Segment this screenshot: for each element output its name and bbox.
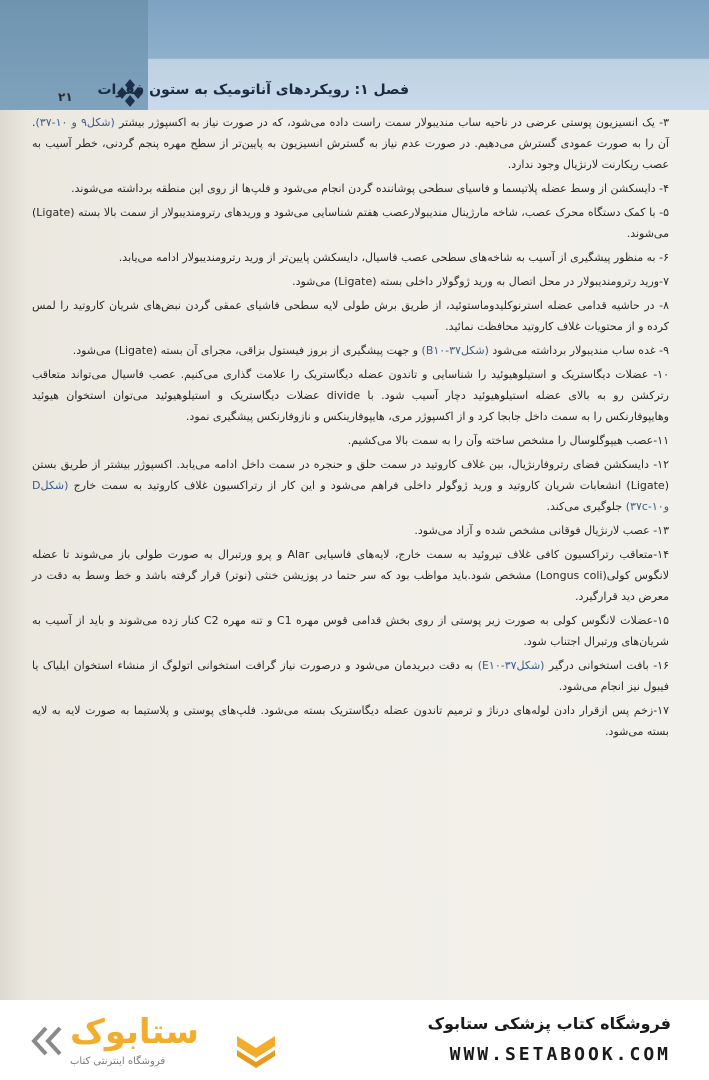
- step-16-text-cont: به دقت دبریدمان می‌شود و درصورت نیاز گرافت استخوانی اتولوگ از منشاء استخوان ایلیاک یا فیبول نیز انجام می‌شود.: [32, 659, 669, 693]
- step-9-text: ۹- غده ساب مندیبولار برداشته می‌شود: [488, 344, 669, 357]
- chapter-title: فصل ۱: رویکردهای آناتومیک به ستون فقرات: [97, 82, 409, 98]
- step-4: ۴- دایسکشن از وسط عضله پلاتیسما و فاسیای سطحی پوشاننده گردن انجام می‌شود و فلپ‌ها از روی این منطقه برداشته می‌شوند.: [71, 182, 669, 195]
- step-13: ۱۳- عصب لارنژیال فوقانی مشخص شده و آزاد می‌شود.: [414, 524, 669, 537]
- step-9: [32, 340, 669, 361]
- step-15: ۱۵-عضلات لانگوس کولی به صورت زیر پوستی از روی بخش قدامی قوس مهره C1 و تنه مهره C2 کنار زده می‌شوند و باید از آسیب به شریان‌های ورتبرال اجتناب شود.: [32, 614, 669, 648]
- step-3-text: ۳- یک انسیزیون پوستی عرضی در ناحیه ساب مندیبولار سمت راست داده می‌شود، که در صورت نیاز به اکسپوژر بیشتر: [114, 116, 669, 129]
- figure-ref-link[interactable]: (شکل۹ و ۱۰-۳۷): [35, 116, 115, 129]
- step-14: ۱۴-متعاقب رتراکسیون کافی غلاف تیروئید به سمت خارج، لایه‌های فاسیایی Alar و پرو ورتبرال به صورت طولی باز می‌شوند تا عضله لانگوس کولی(Longus coli) مشخص شود.باید مواظب بود که سر حتما در پوزیشن خنثی (نوتر) قرار گرفته باشد و خط وسط به دقت در معرض دید قرارگیرد.: [32, 548, 669, 603]
- step-5: ۵- با کمک دستگاه محرک عصب، شاخه مارژینال مندیبولارعصب هفتم شناسایی می‌شود و وریدهای رترومندیبولار از سمت بالا بسته (Ligate) می‌شوند.: [32, 206, 669, 240]
- step-17: ۱۷-زخم پس ازقرار دادن لوله‌های درناژ و ترمیم تاندون عضله دیگاستریک بسته می‌شود. فلپ‌های پوستی و پلاستیما به صورت لایه به لایه بسته می‌شود.: [32, 704, 669, 738]
- chevrons-icon: [30, 1026, 68, 1056]
- step-9-text-cont: و جهت پیشگیری از بروز فیستول بزاقی، مجرای آن بسته (Ligate) می‌شود.: [72, 344, 422, 357]
- step-8: ۸- در حاشیه قدامی عضله استرنوکلیدوماستوئید، از طریق برش طولی لایه سطحی فاشیای عمقی گردن نبض‌های شریان کاروتید را لمس کرده و از محتویات غلاف کاروتید محافظت نمائید.: [32, 299, 669, 333]
- step-3-text-cont: . آن را به صورت عمودی گسترش می‌دهیم. در صورت عدم نیاز به گسترش انسیزیون به پایین‌تر از سطح مهره پنجم گردنی، خطر آسیب به عصب ریکارنت لارنژیال وجود ندارد.: [32, 116, 669, 171]
- body-text: [32, 112, 669, 745]
- step-16-text: ۱۶- بافت استخوانی درگیر: [544, 659, 669, 672]
- shop-url[interactable]: WWW.SETABOOK.COM: [449, 1044, 671, 1065]
- step-12-text: ۱۲- دایسکشن فضای رتروفارنژیال، بین غلاف کاروتید در سمت حلق و حنجره در سمت داخل ادامه می‌یابد. اکسپوژر بیشتر از طریق بستن (Ligate) انشعابات شریان کاروتید و ورید ژوگولر داخلی فراهم می‌شود و این کار از رتراکسیون غلاف کاروتید به سمت خارج: [32, 458, 669, 492]
- figure-ref-link[interactable]: (شکلB۱۰-۳۷): [421, 344, 489, 357]
- step-7: ۷-ورید رترومندیبولار در محل اتصال به ورید ژوگولار داخلی بسته (Ligate) می‌شود.: [292, 275, 669, 288]
- step-16: [32, 655, 669, 697]
- step-12: [32, 454, 669, 517]
- page-number: ۲۱: [58, 90, 73, 104]
- step-10: ۱۰- عضلات دیگاستریک و استیلوهیوئید را شناسایی و تاندون عضله دیگاستریک را علامت گذاری می‌کنیم. عصب فاسیال می‌تواند متعاقب رترکشن رو به بالای عضله استیلوهیوئید دچار آسیب شود. با divide عضلات دیگاستریک و استیلوهیوئید می‌توان استخوان هیوئید وهایپوفارنکس را به سمت داخل جابجا کرد و از اکسپوژر مری، هایپوفارینکس و نازوفارنکس پیشگیری نمود.: [32, 368, 669, 423]
- setabook-logo[interactable]: [30, 1012, 280, 1072]
- logo-word: ستابوک: [70, 1012, 199, 1052]
- shop-name: فروشگاه کتاب پزشکی ستابوک: [427, 1014, 671, 1033]
- header-band: [148, 0, 709, 58]
- figure-ref-link[interactable]: (شکلD و۳۷c-۱۰): [32, 479, 669, 513]
- figure-ref-link[interactable]: (شکلE۱۰-۳۷): [477, 659, 545, 672]
- step-11: ۱۱-عصب هیپوگلوسال را مشخص ساخته وآن را به سمت بالا می‌کشیم.: [347, 434, 669, 447]
- logo-tagline: فروشگاه اینترنتی کتاب: [70, 1056, 166, 1067]
- footer-banner: [0, 1000, 709, 1080]
- book-emblem-icon: [235, 1034, 277, 1068]
- step-12-text-cont: جلوگیری می‌کند.: [546, 500, 626, 513]
- step-3: [32, 112, 669, 175]
- step-6: ۶- به منظور پیشگیری از آسیب به شاخه‌های سطحی عصب فاسیال، دایسکشن پایین‌تر از ورید رترومندیبولار ادامه می‌یابد.: [118, 251, 669, 264]
